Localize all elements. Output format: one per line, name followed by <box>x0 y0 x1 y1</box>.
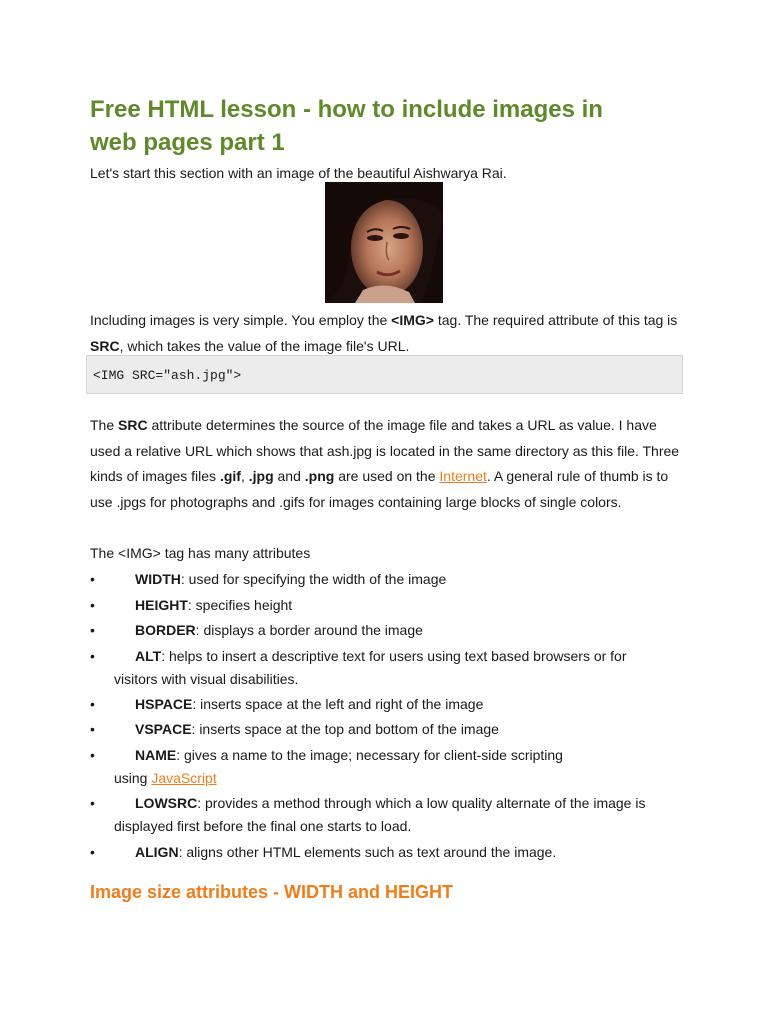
bullet-marker: • <box>90 571 95 587</box>
img-tag-paragraph: Including images is very simple. You employ the <IMG> tag. The required attribute of this tag is SRC, which takes the value of the image file's URL. <box>90 312 678 354</box>
attribute-description: : inserts space at the top and bottom of the image <box>191 721 499 737</box>
bullet-marker: • <box>90 622 95 638</box>
src-paragraph: The SRC attribute determines the source of the image file and takes a URL as value. I have used a relative URL which shows that ash.jpg is located in the same directory as this file. Three kinds of images files .gif, .jpg and .png are used on the Internet. A general rule of thumb is to use .jpgs for photographs and .gifs for images containing large blocks of single colors. <box>90 417 680 510</box>
internet-link[interactable]: Internet <box>439 468 487 484</box>
attribute-description-continued: using <box>114 770 152 786</box>
attribute-description: : specifies height <box>187 597 293 613</box>
attribute-description: : aligns other HTML elements such as text around the image. <box>178 844 557 860</box>
attribute-description: : helps to insert a descriptive text for users using text based browsers or for <box>161 648 627 664</box>
attributes-intro: The <IMG> tag has many attributes <box>90 545 311 561</box>
attribute-description-continued: visitors with visual disabilities. <box>114 671 299 687</box>
list-item <box>90 744 680 790</box>
attribute-description: : displays a border around the image <box>195 622 423 638</box>
bullet-marker: • <box>90 696 95 712</box>
bullet-marker: • <box>90 747 95 763</box>
attribute-description: : inserts space at the left and right of the image <box>192 696 484 712</box>
portrait-photo <box>325 182 443 303</box>
attribute-term: WIDTH <box>135 571 181 587</box>
attribute-description: : used for specifying the width of the image <box>180 571 447 587</box>
list-item <box>90 693 680 716</box>
list-item <box>90 718 680 741</box>
intro-paragraph: Let's start this section with an image of the beautiful Aishwarya Rai. <box>90 165 507 181</box>
attribute-term: HEIGHT <box>135 597 188 613</box>
attribute-term: LOWSRC <box>135 795 198 811</box>
page-title: Free HTML lesson - how to include images in web pages part 1 <box>90 96 603 156</box>
attribute-term: HSPACE <box>135 696 193 712</box>
bullet-marker: • <box>90 844 95 860</box>
attribute-term: NAME <box>135 747 177 763</box>
section-subheading: Image size attributes - WIDTH and HEIGHT <box>90 882 454 902</box>
attribute-description: : gives a name to the image; necessary for client-side scripting <box>176 747 563 763</box>
attribute-term: ALIGN <box>135 844 179 860</box>
javascript-link[interactable]: JavaScript <box>151 770 217 786</box>
bullet-marker: • <box>90 795 95 811</box>
bullet-marker: • <box>90 597 95 613</box>
list-item <box>90 841 680 864</box>
attribute-term: VSPACE <box>135 721 192 737</box>
attribute-description-continued: displayed first before the final one starts to load. <box>114 818 412 834</box>
list-item <box>90 645 680 691</box>
code-block <box>86 355 683 394</box>
list-item <box>90 568 680 591</box>
attribute-description: : provides a method through which a low quality alternate of the image is <box>197 795 646 811</box>
list-item <box>90 792 680 838</box>
code-text: <IMG SRC="ash.jpg"> <box>93 368 242 383</box>
list-item <box>90 594 680 617</box>
attribute-term: ALT <box>135 648 162 664</box>
bullet-marker: • <box>90 721 95 737</box>
attribute-term: BORDER <box>135 622 196 638</box>
list-item <box>90 619 680 642</box>
bullet-marker: • <box>90 648 95 664</box>
